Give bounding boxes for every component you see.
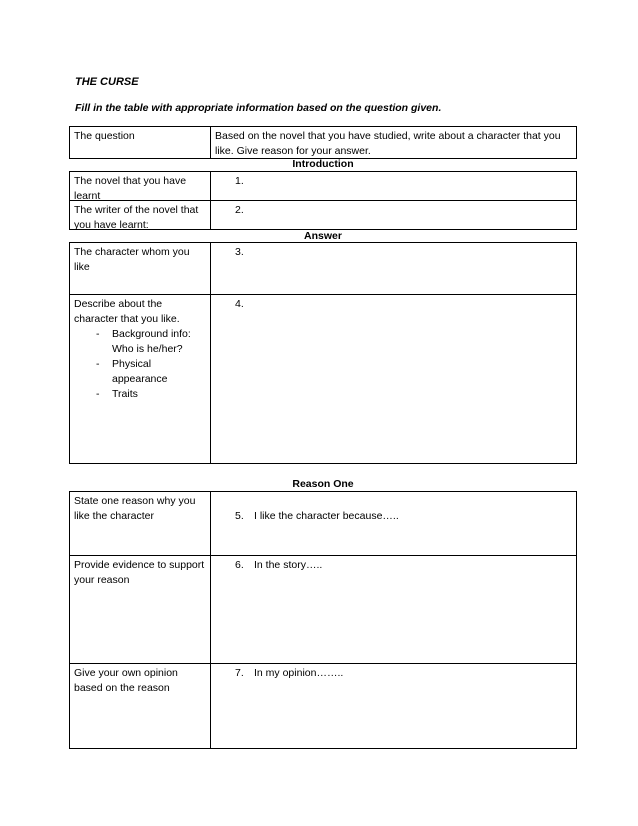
describe-label: Describe about the character that you like. (74, 298, 180, 325)
writer-answer-cell[interactable] (211, 201, 576, 229)
character-answer-cell[interactable] (211, 243, 576, 294)
bullet-item: - Background info: Who is he/her? (96, 328, 191, 355)
item-number: 2. (235, 204, 244, 216)
item-number: 3. (235, 246, 244, 258)
evidence-prompt: In the story….. (254, 559, 323, 571)
evidence-label: Provide evidence to support your reason (70, 556, 211, 663)
reason-answer-cell[interactable] (211, 492, 576, 555)
item-number: 5. (235, 510, 244, 522)
item-number: 6. (235, 559, 244, 571)
opinion-prompt: In my opinion…….. (254, 667, 344, 679)
reason-prompt: I like the character because….. (254, 510, 399, 522)
opinion-answer-cell[interactable] (211, 664, 576, 748)
character-row (69, 242, 577, 295)
character-label: The character whom you like (70, 243, 211, 294)
question-row (69, 126, 577, 159)
writer-row (69, 200, 577, 230)
describe-label-cell (70, 295, 211, 463)
question-text: Based on the novel that you have studied, write about a character that you like. Give reason for your answer. (215, 130, 561, 157)
reason-label: State one reason why you like the character (70, 492, 211, 555)
opinion-row (69, 663, 577, 749)
question-label: The question (70, 127, 211, 158)
reason-row (69, 491, 577, 556)
bullet-item: - Traits (96, 388, 138, 400)
section-introduction: Introduction (292, 158, 354, 170)
describe-answer-cell[interactable] (211, 295, 576, 463)
evidence-row (69, 555, 577, 664)
worksheet-title: THE CURSE (75, 76, 139, 88)
writer-label: The writer of the novel that you have learnt: (70, 201, 211, 229)
novel-answer-cell[interactable] (211, 172, 576, 200)
section-answer: Answer (304, 230, 342, 242)
evidence-answer-cell[interactable] (211, 556, 576, 663)
item-number: 4. (235, 298, 244, 310)
item-number: 7. (235, 667, 244, 679)
bullet-item: - Physical appearance (96, 358, 168, 385)
novel-label: The novel that you have learnt (70, 172, 211, 200)
item-number: 1. (235, 175, 244, 187)
opinion-label: Give your own opinion based on the reason (70, 664, 211, 748)
section-reason-one: Reason One (292, 478, 354, 490)
instruction-text: Fill in the table with appropriate information based on the question given. (75, 102, 442, 114)
novel-row (69, 171, 577, 201)
describe-row (69, 294, 577, 464)
describe-bullets (74, 327, 206, 402)
